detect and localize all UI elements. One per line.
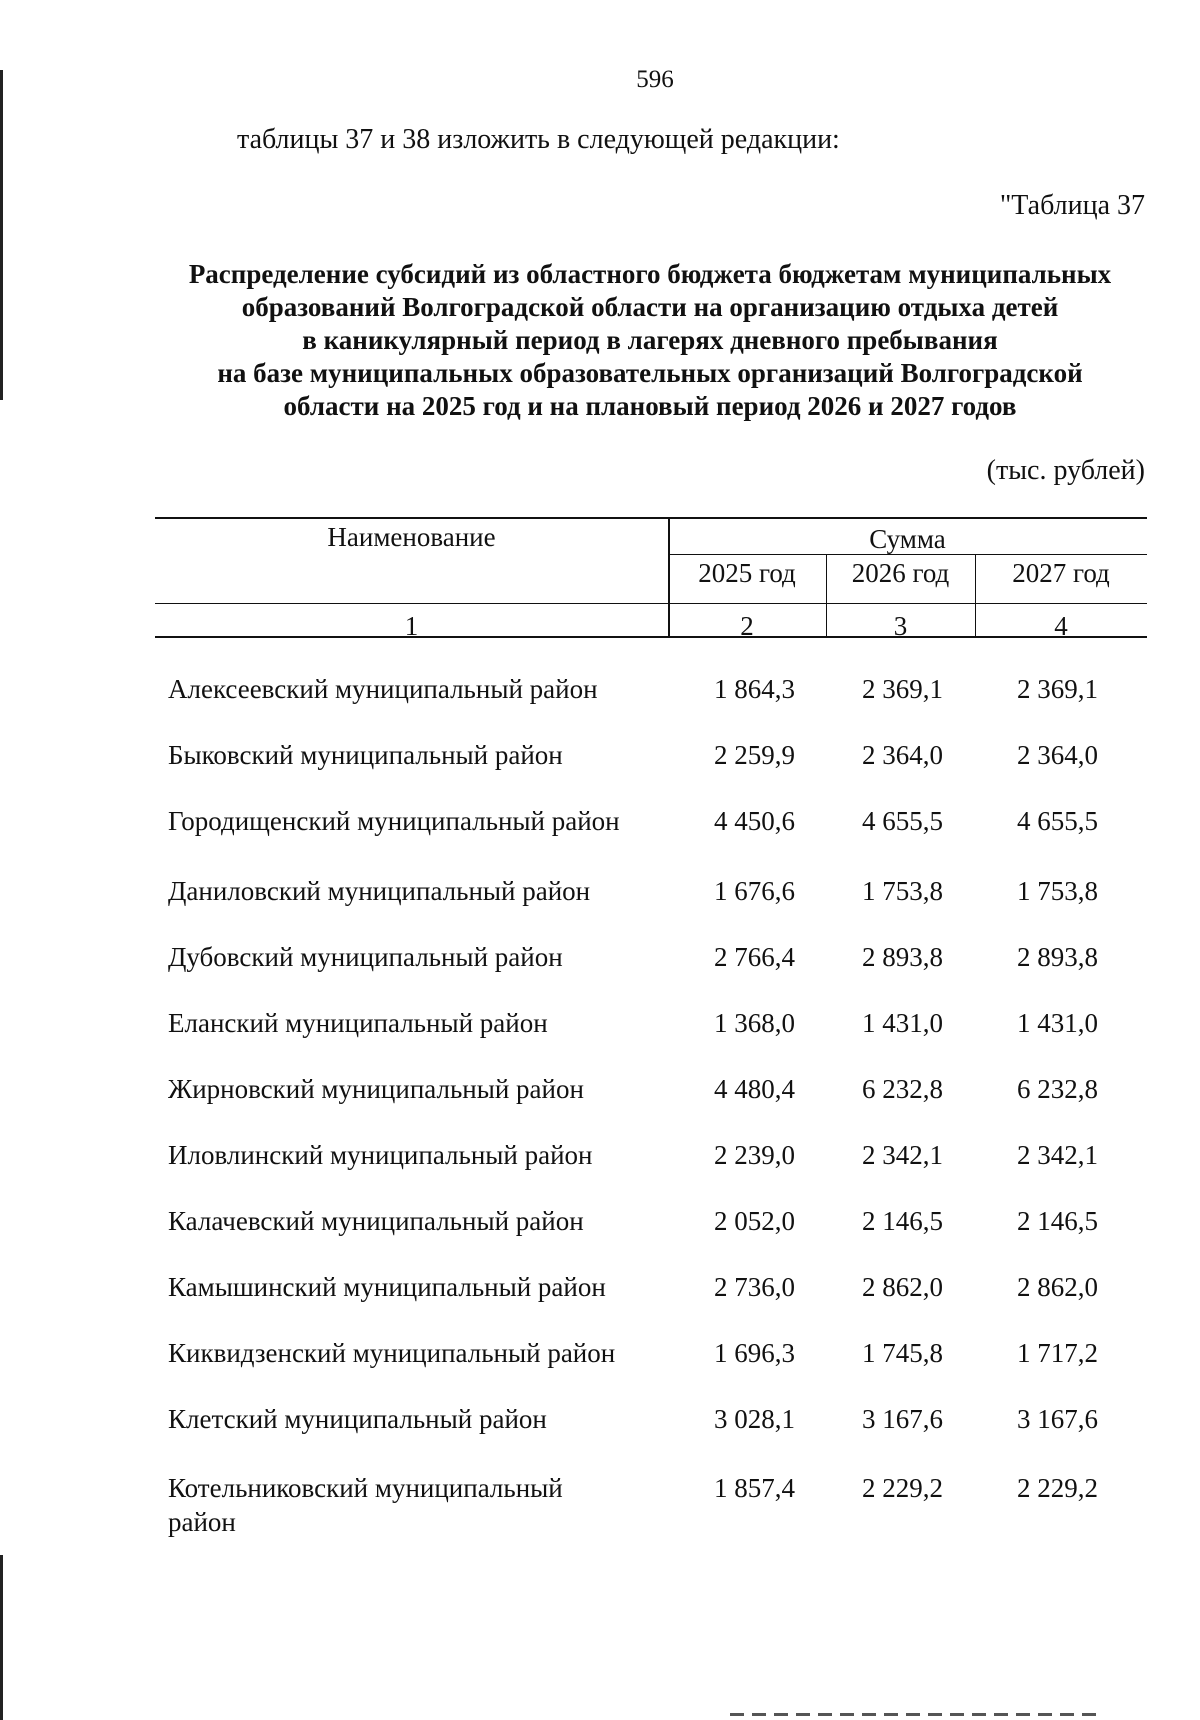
row-name: Городищенский муниципальный район <box>168 806 620 836</box>
scan-artifact <box>730 1713 1100 1716</box>
value-2025: 2 736,0 <box>714 1272 795 1302</box>
value-2027: 4 655,5 <box>1017 806 1098 836</box>
value-2027: 1 753,8 <box>1017 876 1098 906</box>
value-2025: 4 480,4 <box>714 1074 795 1104</box>
row-name: Камышинский муниципальный район <box>168 1272 606 1302</box>
row-name: Дубовский муниципальный район <box>168 942 563 972</box>
value-2026: 6 232,8 <box>862 1074 943 1104</box>
value-2026: 2 862,0 <box>862 1272 943 1302</box>
column-header-sum: Сумма <box>869 524 946 554</box>
table-top-rule <box>155 517 1147 519</box>
value-2027: 2 862,0 <box>1017 1272 1098 1302</box>
row-name: Калачевский муниципальный район <box>168 1206 584 1236</box>
value-2025: 1 857,4 <box>714 1473 795 1503</box>
value-2026: 1 753,8 <box>862 876 943 906</box>
value-2026: 2 364,0 <box>862 740 943 770</box>
value-2027: 2 146,5 <box>1017 1206 1098 1236</box>
title-line: на базе муниципальных образовательных организаций Волгоградской <box>217 358 1083 388</box>
row-name: Котельниковский муниципальный район <box>168 1473 563 1537</box>
value-2026: 4 655,5 <box>862 806 943 836</box>
value-2025: 1 696,3 <box>714 1338 795 1368</box>
value-2027: 2 893,8 <box>1017 942 1098 972</box>
header-rule <box>155 603 1147 604</box>
value-2027: 2 342,1 <box>1017 1140 1098 1170</box>
table-title <box>150 258 1150 423</box>
value-2027: 2 369,1 <box>1017 674 1098 704</box>
column-header-name: Наименование <box>327 522 496 552</box>
value-2025: 2 052,0 <box>714 1206 795 1236</box>
page-number: 596 <box>636 66 674 93</box>
column-header-2027: 2027 год <box>1012 558 1110 588</box>
column-number: 3 <box>893 611 908 641</box>
intro-paragraph: таблицы 37 и 38 изложить в следующей редакции: <box>237 124 840 155</box>
value-2025: 1 676,6 <box>714 876 795 906</box>
row-name: Иловлинский муниципальный район <box>168 1140 593 1170</box>
row-name: Алексеевский муниципальный район <box>168 674 598 704</box>
scan-edge-mark <box>0 70 3 400</box>
column-number: 2 <box>740 611 754 641</box>
value-2027: 3 167,6 <box>1017 1404 1098 1434</box>
value-2026: 1 745,8 <box>862 1338 943 1368</box>
value-2025: 2 239,0 <box>714 1140 795 1170</box>
value-2026: 1 431,0 <box>862 1008 943 1038</box>
value-2025: 1 864,3 <box>714 674 795 704</box>
value-2025: 2 259,9 <box>714 740 795 770</box>
value-2027: 1 431,0 <box>1017 1008 1098 1038</box>
row-name: Быковский муниципальный район <box>168 740 563 770</box>
title-line: области на 2025 год и на плановый период 2026 и 2027 годов <box>283 391 1017 421</box>
column-number: 4 <box>1054 611 1068 641</box>
row-name: Жирновский муниципальный район <box>168 1074 584 1104</box>
value-2026: 2 146,5 <box>862 1206 943 1236</box>
value-2025: 4 450,6 <box>714 806 795 836</box>
value-2025: 2 766,4 <box>714 942 795 972</box>
units-label: (тыс. рублей) <box>986 455 1145 486</box>
value-2025: 3 028,1 <box>714 1404 795 1434</box>
row-name: Еланский муниципальный район <box>168 1008 548 1038</box>
value-2027: 2 229,2 <box>1017 1473 1098 1503</box>
table-caption: "Таблица 37 <box>999 190 1145 221</box>
value-2026: 2 342,1 <box>862 1140 943 1170</box>
value-2026: 2 369,1 <box>862 674 943 704</box>
column-header-2025: 2025 год <box>698 558 796 588</box>
row-name: Клетский муниципальный район <box>168 1404 547 1434</box>
title-line: образований Волгоградской области на организацию отдыха детей <box>241 292 1059 322</box>
column-header-2026: 2026 год <box>851 558 950 588</box>
row-name: Киквидзенский муниципальный район <box>168 1338 616 1368</box>
value-2025: 1 368,0 <box>714 1008 795 1038</box>
value-2027: 6 232,8 <box>1017 1074 1098 1104</box>
title-line: Распределение субсидий из областного бюджета бюджетам муниципальных <box>188 259 1112 289</box>
column-number: 1 <box>404 611 419 641</box>
value-2026: 2 229,2 <box>862 1473 943 1503</box>
value-2026: 3 167,6 <box>862 1404 943 1434</box>
scan-edge-mark <box>0 1555 3 1720</box>
value-2026: 2 893,8 <box>862 942 943 972</box>
value-2027: 1 717,2 <box>1017 1338 1098 1368</box>
value-2027: 2 364,0 <box>1017 740 1098 770</box>
title-line: в каникулярный период в лагерях дневного пребывания <box>302 325 998 355</box>
row-name: Даниловский муниципальный район <box>168 876 591 906</box>
